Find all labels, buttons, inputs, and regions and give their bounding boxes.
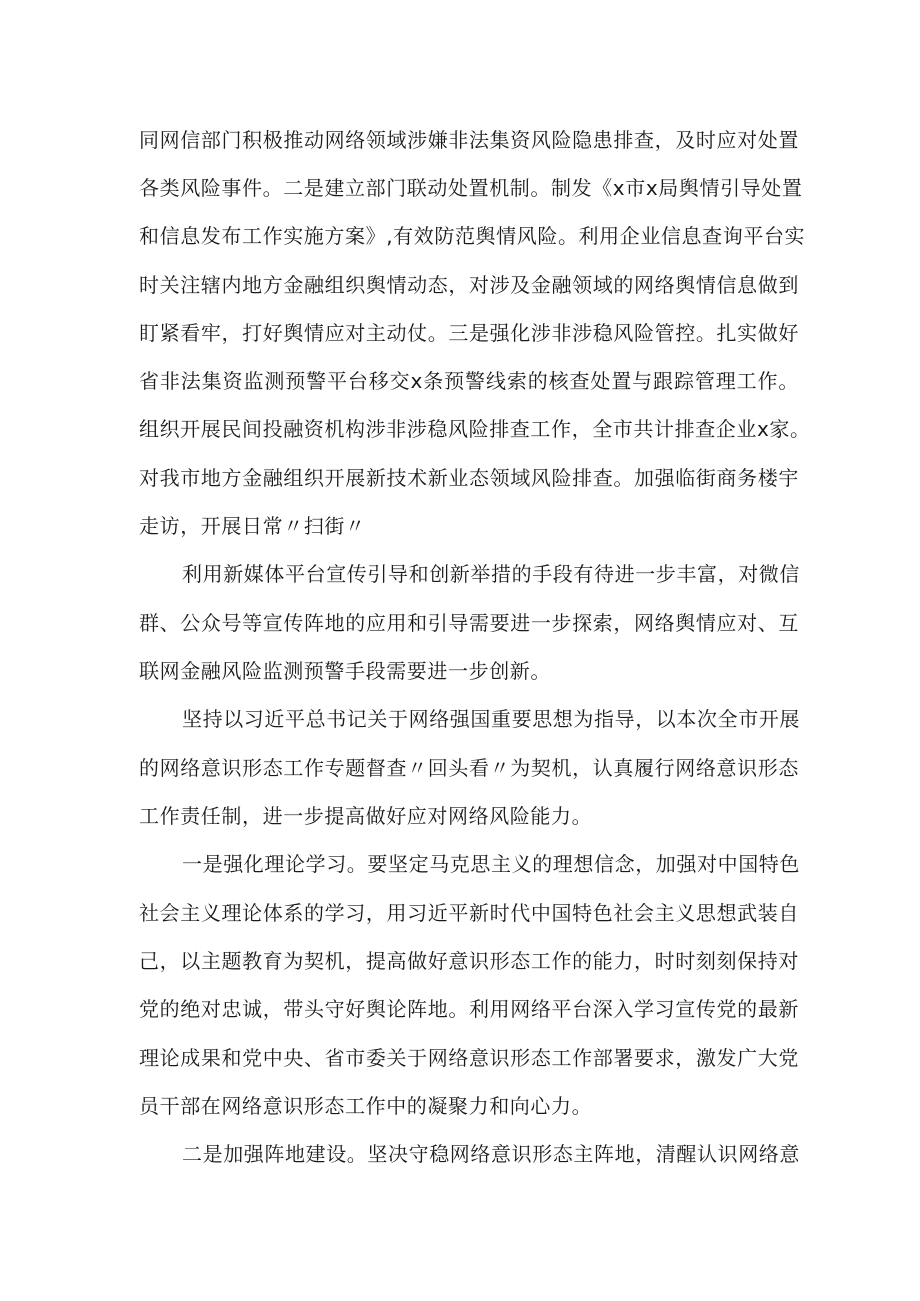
paragraph-4-line-3: 己，以主题教育为契机，提高做好意识形态工作的能力，时时刻刻保持对 [139,949,799,973]
paragraph-1-line-2: 各类风险事件。二是建立部门联动处置机制。制发《x市x局舆情引导处置 [139,176,803,200]
paragraph-1-line-8: 对我市地方金融组织开展新技术新业态领域风险排查。加强临街商务楼宇 [139,466,799,490]
paragraph-2-line-1: 利用新媒体平台宣传引导和创新举措的手段有待进一步丰富，对微信 [182,562,800,586]
paragraph-4-line-1: 一是强化理论学习。要坚定马克思主义的理想信念，加强对中国特色 [182,852,800,876]
paragraph-5-line-1: 二是加强阵地建设。坚决守稳网络意识形态主阵地，清醒认识网络意 [182,1142,800,1166]
paragraph-1-line-1: 同网信部门积极推动网络领域涉嫌非法集资风险隐患排查，及时应对处置 [139,128,799,152]
paragraph-3-line-2: 的网络意识形态工作专题督查〃回头看〃为契机，认真履行网络意识形态 [139,756,799,780]
paragraph-1-line-4: 时关注辖内地方金融组织舆情动态，对涉及金融领域的网络舆情信息做到 [139,273,799,297]
paragraph-1-line-3: 和信息发布工作实施方案》,有效防范舆情风险。利用企业信息查询平台实 [139,224,806,248]
paragraph-3-line-1: 坚持以习近平总书记关于网络强国重要思想为指导，以本次全市开展 [182,707,800,731]
paragraph-4-line-6: 员干部在网络意识形态工作中的凝聚力和向心力。 [139,1094,593,1118]
paragraph-4-line-4: 党的绝对忠诚，带头守好舆论阵地。利用网络平台深入学习宣传党的最新 [139,997,799,1021]
paragraph-1-line-5: 盯紧看牢，打好舆情应对主动仗。三是强化涉非涉稳风险管控。扎实做好 [139,321,799,345]
paragraph-2-line-3: 联网金融风险监测预警手段需要进一步创新。 [139,659,551,683]
paragraph-1-line-9: 走访，开展日常〃扫街〃 [139,514,366,538]
paragraph-2-line-2: 群、公众号等宣传阵地的应用和引导需要进一步探索，网络舆情应对、互 [139,611,799,635]
paragraph-1-line-6: 省非法集资监测预警平台移交x条预警线索的核查处置与跟踪管理工作。 [139,369,799,393]
paragraph-3-line-3: 工作责任制，进一步提高做好应对网络风险能力。 [139,804,593,828]
paragraph-4-line-2: 社会主义理论体系的学习，用习近平新时代中国特色社会主义思想武装自 [139,901,799,925]
paragraph-1-line-7: 组织开展民间投融资机构涉非涉稳风险排查工作，全市共计排查企业x家。 [139,417,811,441]
paragraph-4-line-5: 理论成果和党中央、省市委关于网络意识形态工作部署要求，激发广大党 [139,1046,799,1070]
